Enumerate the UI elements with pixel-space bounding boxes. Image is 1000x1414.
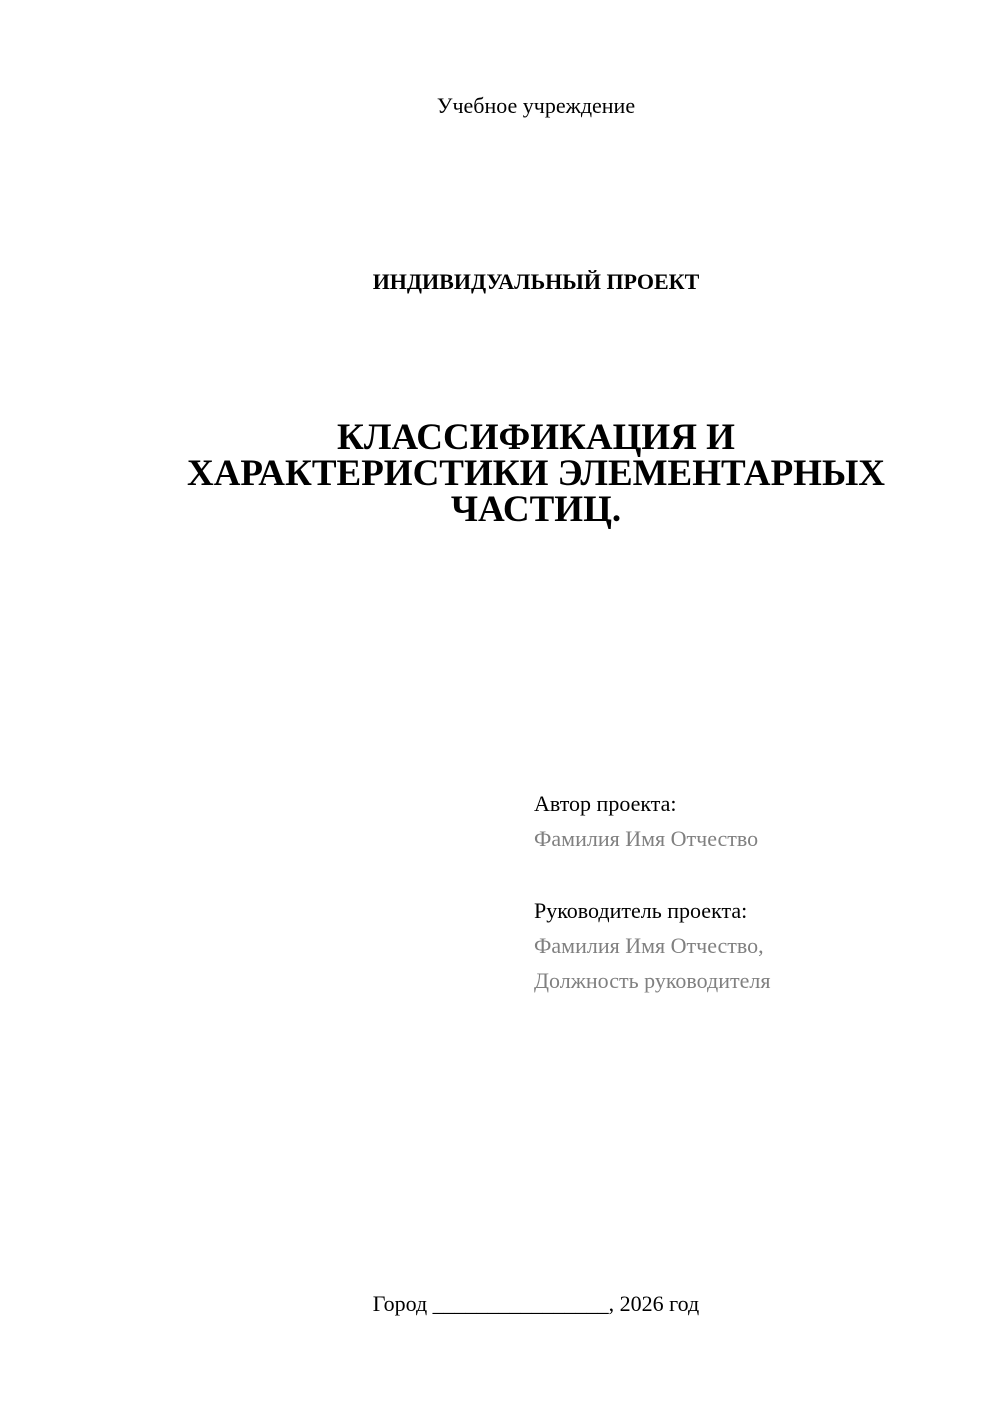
supervisor-label: Руководитель проекта: — [534, 898, 748, 923]
author-label: Автор проекта: — [534, 791, 677, 816]
project-title — [120, 417, 952, 530]
institution-name: Учебное учреждение — [436, 93, 636, 118]
author-block — [534, 786, 974, 856]
supervisor-name-placeholder: Фамилия Имя Отчество, — [534, 933, 764, 958]
city-year-line: Город ________________, 2026 год — [372, 1291, 700, 1316]
title-line: ХАРАКТЕРИСТИКИ ЭЛЕМЕНТАРНЫХ — [186, 453, 885, 494]
author-name-placeholder: Фамилия Имя Отчество — [534, 826, 759, 851]
title-line: КЛАССИФИКАЦИЯ И — [337, 417, 735, 458]
supervisor-block — [534, 893, 974, 998]
project-type-heading: ИНДИВИДУАЛЬНЫЙ ПРОЕКТ — [372, 269, 700, 294]
title-line: ЧАСТИЦ. — [450, 489, 622, 530]
supervisor-position-placeholder: Должность руководителя — [534, 968, 771, 993]
